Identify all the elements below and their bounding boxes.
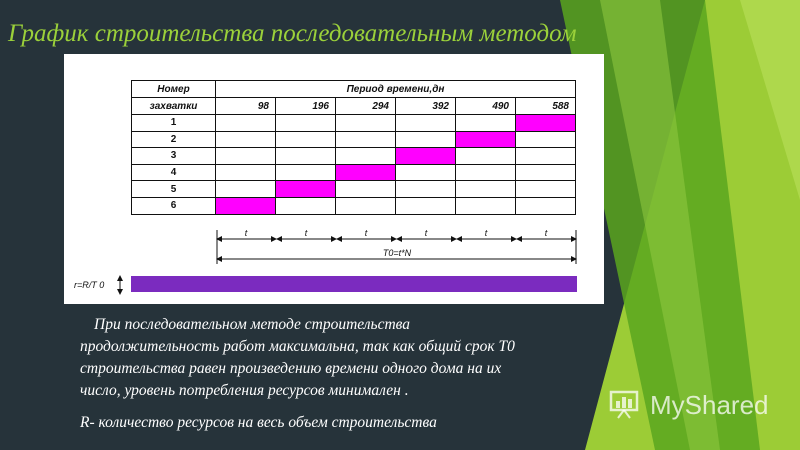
t-label: t: [364, 228, 368, 238]
t-label: t: [244, 228, 248, 238]
t-label: t: [484, 228, 488, 238]
resource-label: r=R/T 0: [74, 280, 105, 290]
text-line: число, уровень потребления ресурсов минимален .: [80, 382, 409, 399]
presentation-icon: [608, 388, 644, 420]
period-cell: 196: [276, 98, 336, 115]
row-number: 2: [132, 131, 216, 148]
total-label: T0=t*N: [382, 248, 412, 258]
text-line: R- количество ресурсов на весь объем строительства: [80, 414, 437, 431]
period-cell: 294: [336, 98, 396, 115]
text-line: продолжительность работ максимальна, так как общий срок Т0: [80, 338, 515, 355]
period-cell: 98: [216, 98, 276, 115]
logo-text: MyShared: [650, 390, 769, 420]
period-cell: 588: [516, 98, 576, 115]
t-label: t: [304, 228, 308, 238]
row-number: 1: [132, 115, 216, 132]
row-number: 5: [132, 181, 216, 198]
header-section: захватки: [132, 98, 216, 115]
row-number: 3: [132, 148, 216, 165]
text-line: При последовательном методе строительства: [94, 316, 411, 333]
slide-title: График строительства последовательным методом: [8, 20, 577, 47]
row-number: 6: [132, 197, 216, 214]
watermark-logo: [608, 388, 798, 424]
resource-bar: [131, 276, 577, 292]
period-cell: 392: [396, 98, 456, 115]
description-text: [80, 314, 640, 434]
period-cell: 490: [456, 98, 516, 115]
row-number: 4: [132, 164, 216, 181]
schedule-figure: [64, 54, 604, 304]
duration-arrows: [64, 54, 604, 304]
text-line: строительства равен произведению времени одного дома на их: [80, 360, 502, 377]
header-number: Номер: [132, 81, 216, 98]
t-label: t: [544, 228, 548, 238]
t-label: t: [424, 228, 428, 238]
header-period: Период времени,дн: [216, 81, 576, 98]
